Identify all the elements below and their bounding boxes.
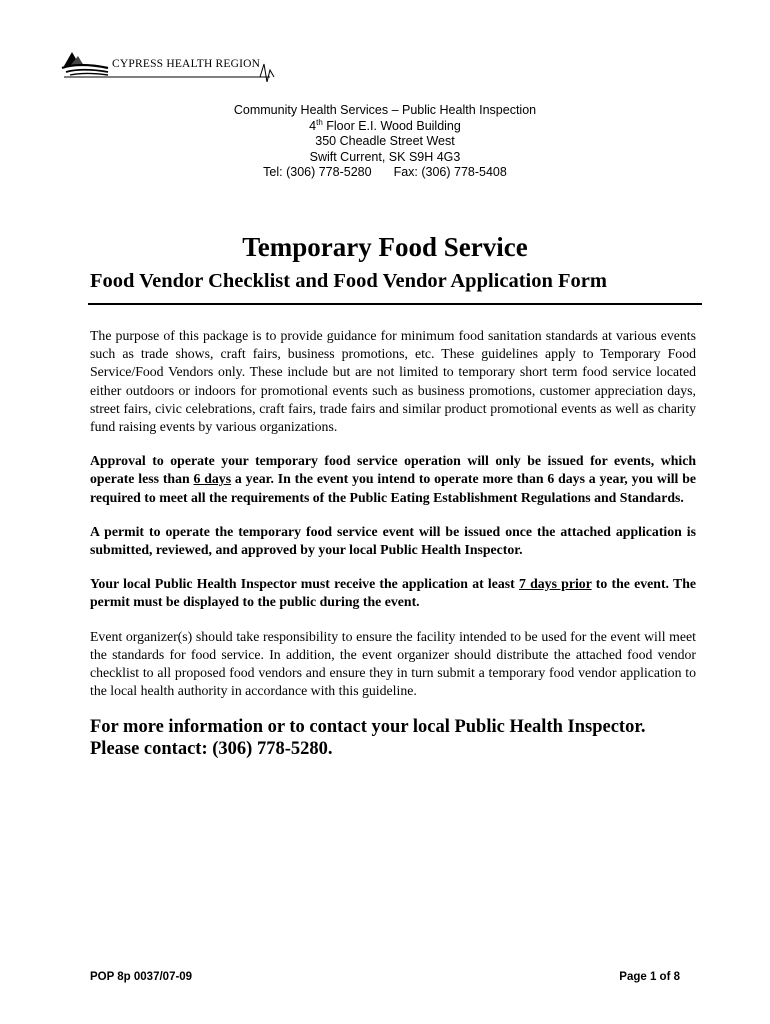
logo-text: CYPRESS HEALTH REGION <box>112 58 261 70</box>
floor-ordinal: th <box>316 117 323 127</box>
organizer-paragraph: Event organizer(s) should take responsibility to ensure the facility intended to be used for the event will meet the standards for food service. In addition, the event organizer should distribute the attached food vendor checklist to all proposed food vendors and ensure they in turn submit a temporary food vendor application to the local health authority in accordance with this guideline. <box>90 628 696 699</box>
purpose-paragraph: The purpose of this package is to provide guidance for minimum food sanitation standards at various events such as trade shows, craft fairs, business promotions, etc. These guidelines apply to Temporary Food Service/Food Vendors only. These include but are not limited to temporary short term food service located either outdoors or indoors for promotional events such as business promotions, customer appreciation days, street fairs, civic celebrations, craft fairs, trade fairs and similar product promotional events as well as charity fund raising events by various organizations. <box>90 328 696 435</box>
approval-paragraph <box>90 452 696 507</box>
building-name: Floor E.I. Wood Building <box>322 118 461 133</box>
title-divider <box>88 303 702 305</box>
deadline-text-a: Your local Public Health Inspector must receive the application at least <box>90 576 519 592</box>
address-block <box>0 103 770 181</box>
approval-underlined: 6 days <box>193 471 232 487</box>
contact-line-1: For more information or to contact your local Public Health Inspector. <box>90 717 646 738</box>
page-number: Page 1 of 8 <box>619 971 680 983</box>
phone-line <box>0 165 770 181</box>
approval-text-b: a year. In the event you intend to operate more than 6 days a year, you will be required to meet all the requirements of the Public Eating Establishment Regulations and Standards. <box>90 471 697 505</box>
floor-line <box>0 119 770 135</box>
street-line: 350 Cheadle Street West <box>315 134 455 148</box>
telephone: Tel: (306) 778-5280 <box>263 165 372 179</box>
department-line: Community Health Services – Public Health Inspection <box>233 103 537 117</box>
form-code: POP 8p 0037/07-09 <box>90 971 193 983</box>
page-subtitle: Food Vendor Checklist and Food Vendor Application Form <box>90 270 607 292</box>
cypress-health-region-logo <box>60 44 280 82</box>
deadline-underlined: 7 days prior <box>518 576 592 592</box>
floor-number: 4 <box>309 118 317 133</box>
permit-paragraph: A permit to operate the temporary food service event will be issued once the attached application is submitted, reviewed, and approved by your local Public Health Inspector. <box>90 523 696 558</box>
document-body <box>90 327 696 776</box>
approval-text-a: Approval to operate your temporary food service operation will only be issued for events, which operate less than <box>90 453 696 487</box>
deadline-paragraph <box>90 575 696 611</box>
fax: Fax: (306) 778-5408 <box>393 165 507 179</box>
page-title: Temporary Food Service <box>242 232 528 262</box>
contact-line-2: Please contact: (306) 778-5280. <box>90 739 333 760</box>
city-line: Swift Current, SK S9H 4G3 <box>309 149 461 164</box>
contact-paragraph <box>90 716 696 760</box>
deadline-text-b: to the event. The permit must be displayed to the public during the event. <box>90 576 696 610</box>
